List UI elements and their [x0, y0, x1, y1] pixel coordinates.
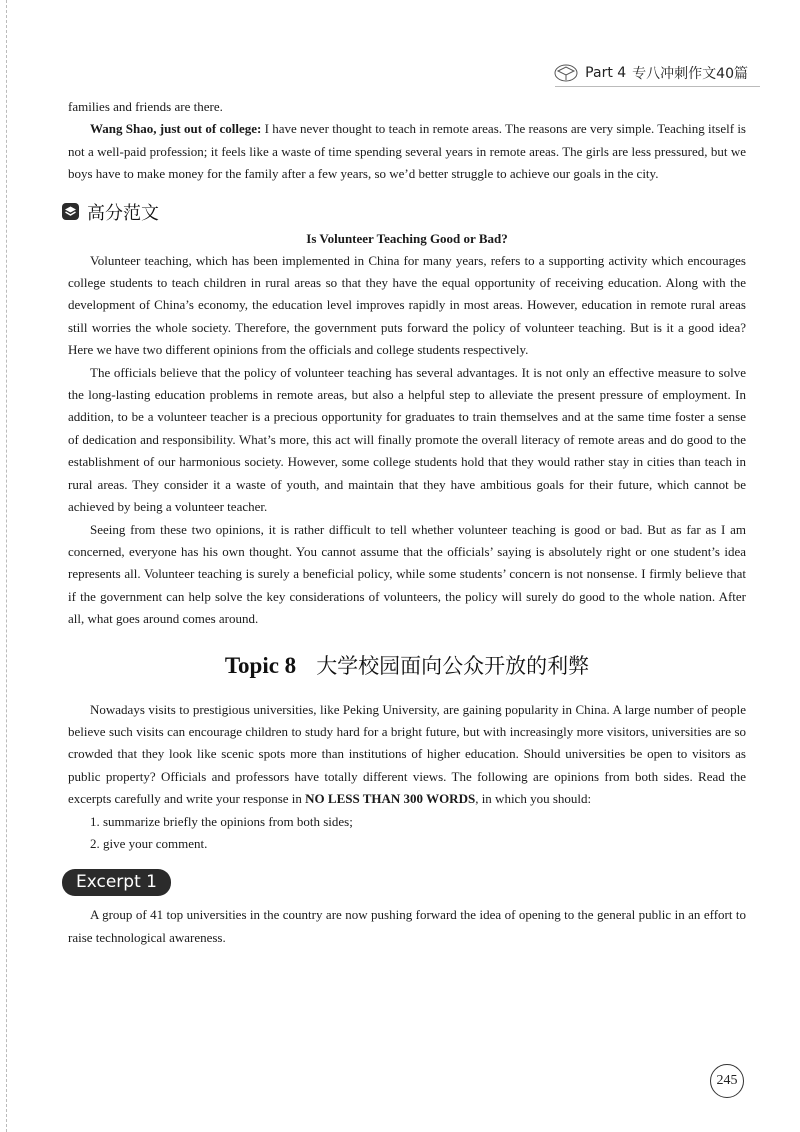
running-header: [553, 62, 748, 84]
topic-name: 大学校园面向公众开放的利弊: [316, 653, 590, 678]
essay-paragraph: The officials believe that the policy of volunteer teaching has several advantages. It is not only an effective measure to solve the long-lasting education problems in remote areas, but also a helpful step to alleviate the present pressure of employment. In addition, to be a volunteer teacher is a precious opportunity for graduates to train themselves and at the same time foster a sense of dedication and responsibility. What’s more, this act will finally promote the overall literacy of remote areas and do good to the establishment of our harmonious society. However, some college students hold that they would rather stay in cities than teach in rural areas. They consider it a waste of youth, and maintain that they have ambitious goals for their future, which cannot be achieved by being a volunteer teacher.: [68, 364, 746, 515]
main-content: [68, 96, 746, 949]
prev-paragraph-end: families and friends are there.: [68, 99, 223, 114]
excerpt-text: A group of 41 top universities in the country are now pushing forward the idea of opening to the general public in an effort to raise technological awareness.: [68, 907, 746, 945]
task-item: 1. summarize briefly the opinions from both sides;: [90, 813, 353, 829]
topic-number: Topic 8: [224, 652, 297, 678]
topic-intro-tail: , in which you should:: [475, 791, 592, 807]
speaker-name: Wang Shao, just out of college:: [90, 121, 262, 137]
model-essay-heading: [62, 198, 746, 226]
essay-paragraph: Volunteer teaching, which has been implemented in China for many years, refers to a supporting activity which encourages college students to teach children in rural areas so that they have the equal opportunity of receiving education. Along with the development of China’s economy, the education level improves rapidly in most areas. However, education in remote rural areas still worries the whole society. Therefore, the government puts forward the policy of volunteer teaching. But is it a good idea? Here we have two different opinions from the officials and college students respectively.: [68, 252, 746, 358]
topic-intro-text: Nowadays visits to prestigious universities, like Peking University, are gaining popularity in China. A large number of people believe such visits can encourage children to study hard for a bright future, but with increasingly more visitors, universities are so crowded that they look like scenic spots more than institutions of higher education. Should universities be open to visitors as public property? Officials and professors have totally different views. The following are opinions from both sides. Read the excerpts carefully and write your response in: [68, 701, 746, 807]
header-part: Part 4: [585, 65, 627, 81]
essay-title: Is Volunteer Teaching Good or Bad?: [306, 230, 508, 246]
wang-shao-opinion: [68, 118, 746, 185]
layers-icon: [62, 203, 79, 220]
excerpt-label: Excerpt 1: [62, 869, 171, 896]
task-item: 2. give your comment.: [90, 835, 208, 851]
header-book-title: 专八冲刺作文40篇: [632, 66, 748, 82]
wang-shao-opinion-text: I have never thought to teach in remote areas. The reasons are very simple. Teaching itself is not a well-paid profession; it feels like a waste of time spending several years in remote areas. The girls are less pressured, but we boys have to make money for the family after a few years, so we’d better struggle to achieve our goals in the city.: [68, 121, 746, 182]
model-essay-label: 高分范文: [87, 202, 159, 224]
binding-margin-line: [6, 0, 8, 1132]
page-number: 245: [710, 1064, 744, 1098]
word-requirement: NO LESS THAN 300 WORDS: [305, 791, 476, 807]
header-rule: [555, 86, 760, 87]
topic-instructions: [68, 699, 746, 811]
essay-paragraph: Seeing from these two opinions, it is rather difficult to tell whether volunteer teaching is good or bad. But as far as I am concerned, everyone has his own thought. You cannot assume that the officials’ saying is absolutely right or one student’s idea represents all. Volunteer teaching is surely a beneficial policy, while some students’ concern is not nonsense. I firmly believe that if the government can help solve the key considerations of volunteers, the policy will surely do good to the whole nation. After all, what goes around comes around.: [68, 521, 746, 627]
book-logo-icon: [553, 62, 579, 84]
topic-heading: [68, 651, 746, 681]
